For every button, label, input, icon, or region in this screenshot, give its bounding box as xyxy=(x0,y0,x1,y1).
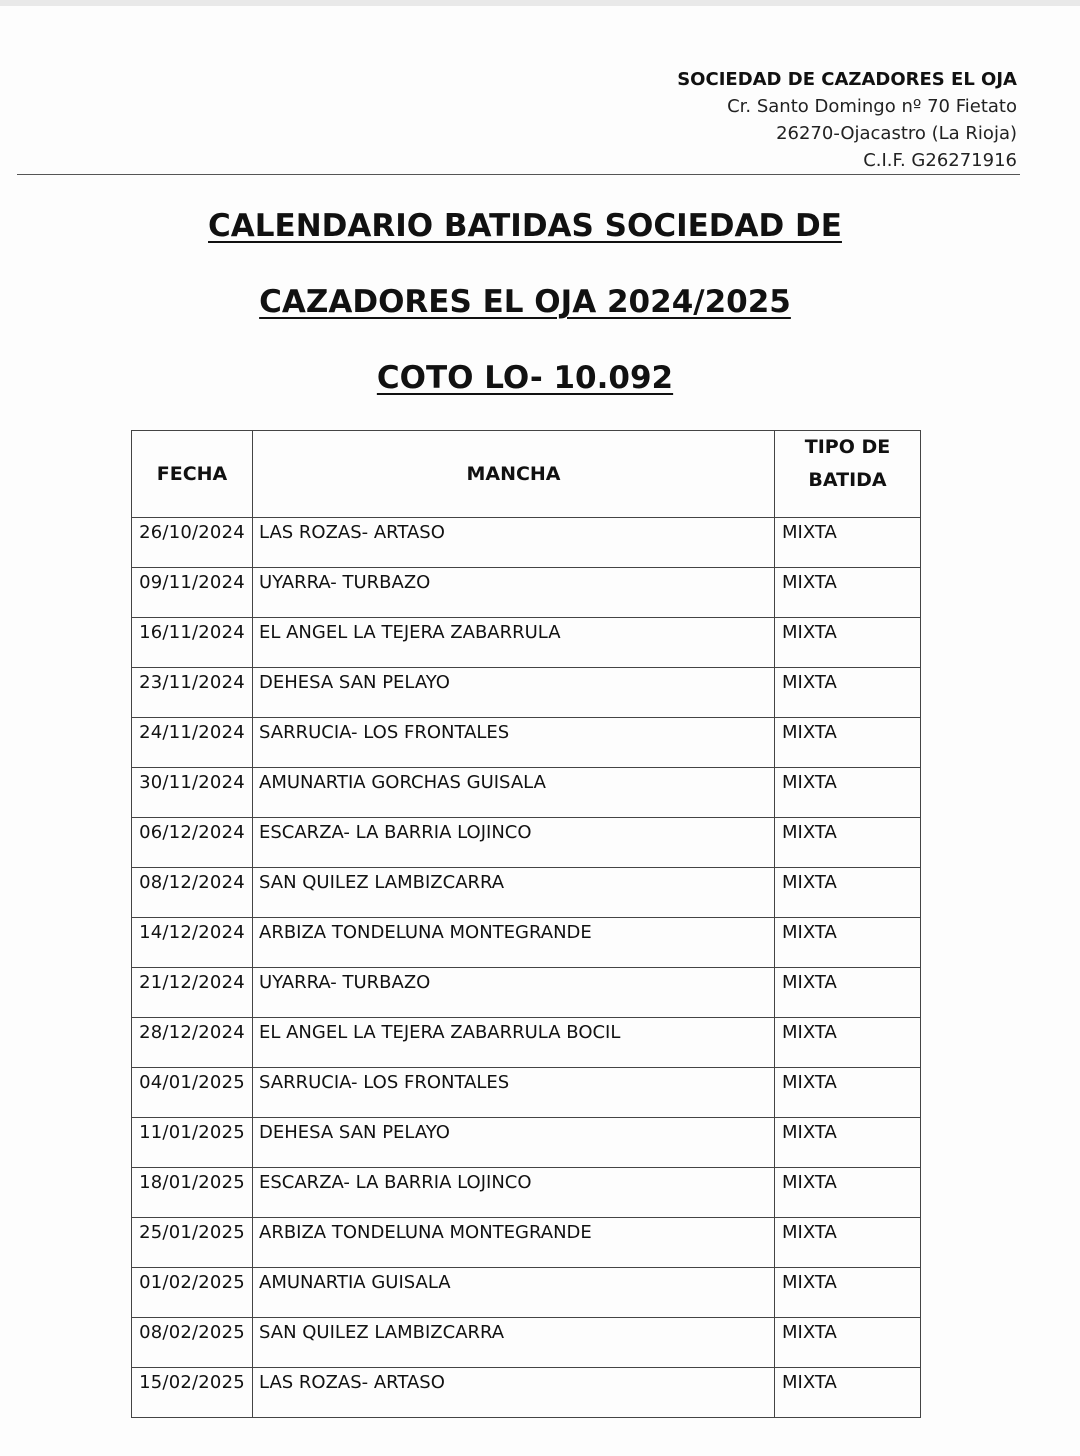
date-cell: 08/02/2025 xyxy=(132,1318,253,1368)
table-row xyxy=(132,1268,921,1318)
column-header-tipo-line-1: TIPO DE xyxy=(804,436,891,458)
tipo-cell: MIXTA xyxy=(775,1118,921,1168)
table-row xyxy=(132,618,921,668)
mancha-cell: DEHESA SAN PELAYO xyxy=(253,668,775,718)
mancha-cell: EL ANGEL LA TEJERA ZABARRULA xyxy=(253,618,775,668)
tipo-cell: MIXTA xyxy=(775,868,921,918)
date-cell: 09/11/2024 xyxy=(132,568,253,618)
table-row xyxy=(132,1018,921,1068)
table-row xyxy=(132,1368,921,1418)
table-row xyxy=(132,1218,921,1268)
tipo-cell: MIXTA xyxy=(775,1368,921,1418)
date-cell: 24/11/2024 xyxy=(132,718,253,768)
tipo-cell: MIXTA xyxy=(775,818,921,868)
letterhead-city: 26270-Ojacastro (La Rioja) xyxy=(776,123,1017,144)
date-cell: 30/11/2024 xyxy=(132,768,253,818)
mancha-cell: DEHESA SAN PELAYO xyxy=(253,1118,775,1168)
table-row xyxy=(132,1318,921,1368)
title-line-3-text: COTO LO- 10.092 xyxy=(376,360,674,396)
letterhead-org-name: SOCIEDAD DE CAZADORES EL OJA xyxy=(677,69,1017,90)
date-cell: 01/02/2025 xyxy=(132,1268,253,1318)
date-cell: 28/12/2024 xyxy=(132,1018,253,1068)
date-cell: 14/12/2024 xyxy=(132,918,253,968)
date-cell: 16/11/2024 xyxy=(132,618,253,668)
mancha-cell: SARRUCIA- LOS FRONTALES xyxy=(253,1068,775,1118)
table-row xyxy=(132,768,921,818)
mancha-cell: AMUNARTIA GUISALA xyxy=(253,1268,775,1318)
table-row xyxy=(132,1168,921,1218)
tipo-cell: MIXTA xyxy=(775,1018,921,1068)
date-cell: 23/11/2024 xyxy=(132,668,253,718)
title-line-2-text: CAZADORES EL OJA 2024/2025 xyxy=(259,284,791,320)
mancha-cell: SARRUCIA- LOS FRONTALES xyxy=(253,718,775,768)
table-row xyxy=(132,668,921,718)
tipo-cell: MIXTA xyxy=(775,618,921,668)
mancha-cell: LAS ROZAS- ARTASO xyxy=(253,518,775,568)
table-row xyxy=(132,518,921,568)
mancha-cell: AMUNARTIA GORCHAS GUISALA xyxy=(253,768,775,818)
date-cell: 11/01/2025 xyxy=(132,1118,253,1168)
table-row xyxy=(132,1068,921,1118)
document-title-line-2 xyxy=(0,284,1050,320)
tipo-cell: MIXTA xyxy=(775,1268,921,1318)
title-line-1-text: CALENDARIO BATIDAS SOCIEDAD DE xyxy=(208,208,842,244)
mancha-cell: SAN QUILEZ LAMBIZCARRA xyxy=(253,868,775,918)
tipo-cell: MIXTA xyxy=(775,1068,921,1118)
date-cell: 25/01/2025 xyxy=(132,1218,253,1268)
table-row xyxy=(132,918,921,968)
table-row xyxy=(132,568,921,618)
table-row xyxy=(132,718,921,768)
date-cell: 18/01/2025 xyxy=(132,1168,253,1218)
top-band xyxy=(0,0,1080,6)
date-cell: 04/01/2025 xyxy=(132,1068,253,1118)
tipo-cell: MIXTA xyxy=(775,768,921,818)
letterhead-address: Cr. Santo Domingo nº 70 Fietato xyxy=(727,96,1017,117)
mancha-cell: ESCARZA- LA BARRIA LOJINCO xyxy=(253,1168,775,1218)
tipo-cell: MIXTA xyxy=(775,918,921,968)
letterhead xyxy=(677,66,1017,174)
tipo-cell: MIXTA xyxy=(775,1168,921,1218)
mancha-cell: UYARRA- TURBAZO xyxy=(253,568,775,618)
table-header-row xyxy=(132,431,921,518)
table-row xyxy=(132,868,921,918)
column-header-tipo-line-2: BATIDA xyxy=(808,469,887,491)
header-divider xyxy=(17,174,1020,175)
date-cell: 21/12/2024 xyxy=(132,968,253,1018)
mancha-cell: LAS ROZAS- ARTASO xyxy=(253,1368,775,1418)
document-title-line-3 xyxy=(0,360,1050,396)
table-row xyxy=(132,968,921,1018)
column-header-tipo xyxy=(775,431,921,518)
schedule-table-body xyxy=(132,518,921,1418)
table-row xyxy=(132,1118,921,1168)
mancha-cell: ESCARZA- LA BARRIA LOJINCO xyxy=(253,818,775,868)
tipo-cell: MIXTA xyxy=(775,968,921,1018)
tipo-cell: MIXTA xyxy=(775,568,921,618)
date-cell: 08/12/2024 xyxy=(132,868,253,918)
mancha-cell: ARBIZA TONDELUNA MONTEGRANDE xyxy=(253,1218,775,1268)
tipo-cell: MIXTA xyxy=(775,668,921,718)
letterhead-cif: C.I.F. G26271916 xyxy=(863,150,1017,171)
column-header-mancha: MANCHA xyxy=(253,431,775,518)
tipo-cell: MIXTA xyxy=(775,1218,921,1268)
mancha-cell: UYARRA- TURBAZO xyxy=(253,968,775,1018)
schedule-table xyxy=(131,430,921,1418)
date-cell: 26/10/2024 xyxy=(132,518,253,568)
mancha-cell: EL ANGEL LA TEJERA ZABARRULA BOCIL xyxy=(253,1018,775,1068)
column-header-fecha: FECHA xyxy=(132,431,253,518)
date-cell: 06/12/2024 xyxy=(132,818,253,868)
date-cell: 15/02/2025 xyxy=(132,1368,253,1418)
tipo-cell: MIXTA xyxy=(775,518,921,568)
document-title-line-1 xyxy=(0,208,1050,244)
tipo-cell: MIXTA xyxy=(775,1318,921,1368)
mancha-cell: SAN QUILEZ LAMBIZCARRA xyxy=(253,1318,775,1368)
mancha-cell: ARBIZA TONDELUNA MONTEGRANDE xyxy=(253,918,775,968)
table-row xyxy=(132,818,921,868)
tipo-cell: MIXTA xyxy=(775,718,921,768)
